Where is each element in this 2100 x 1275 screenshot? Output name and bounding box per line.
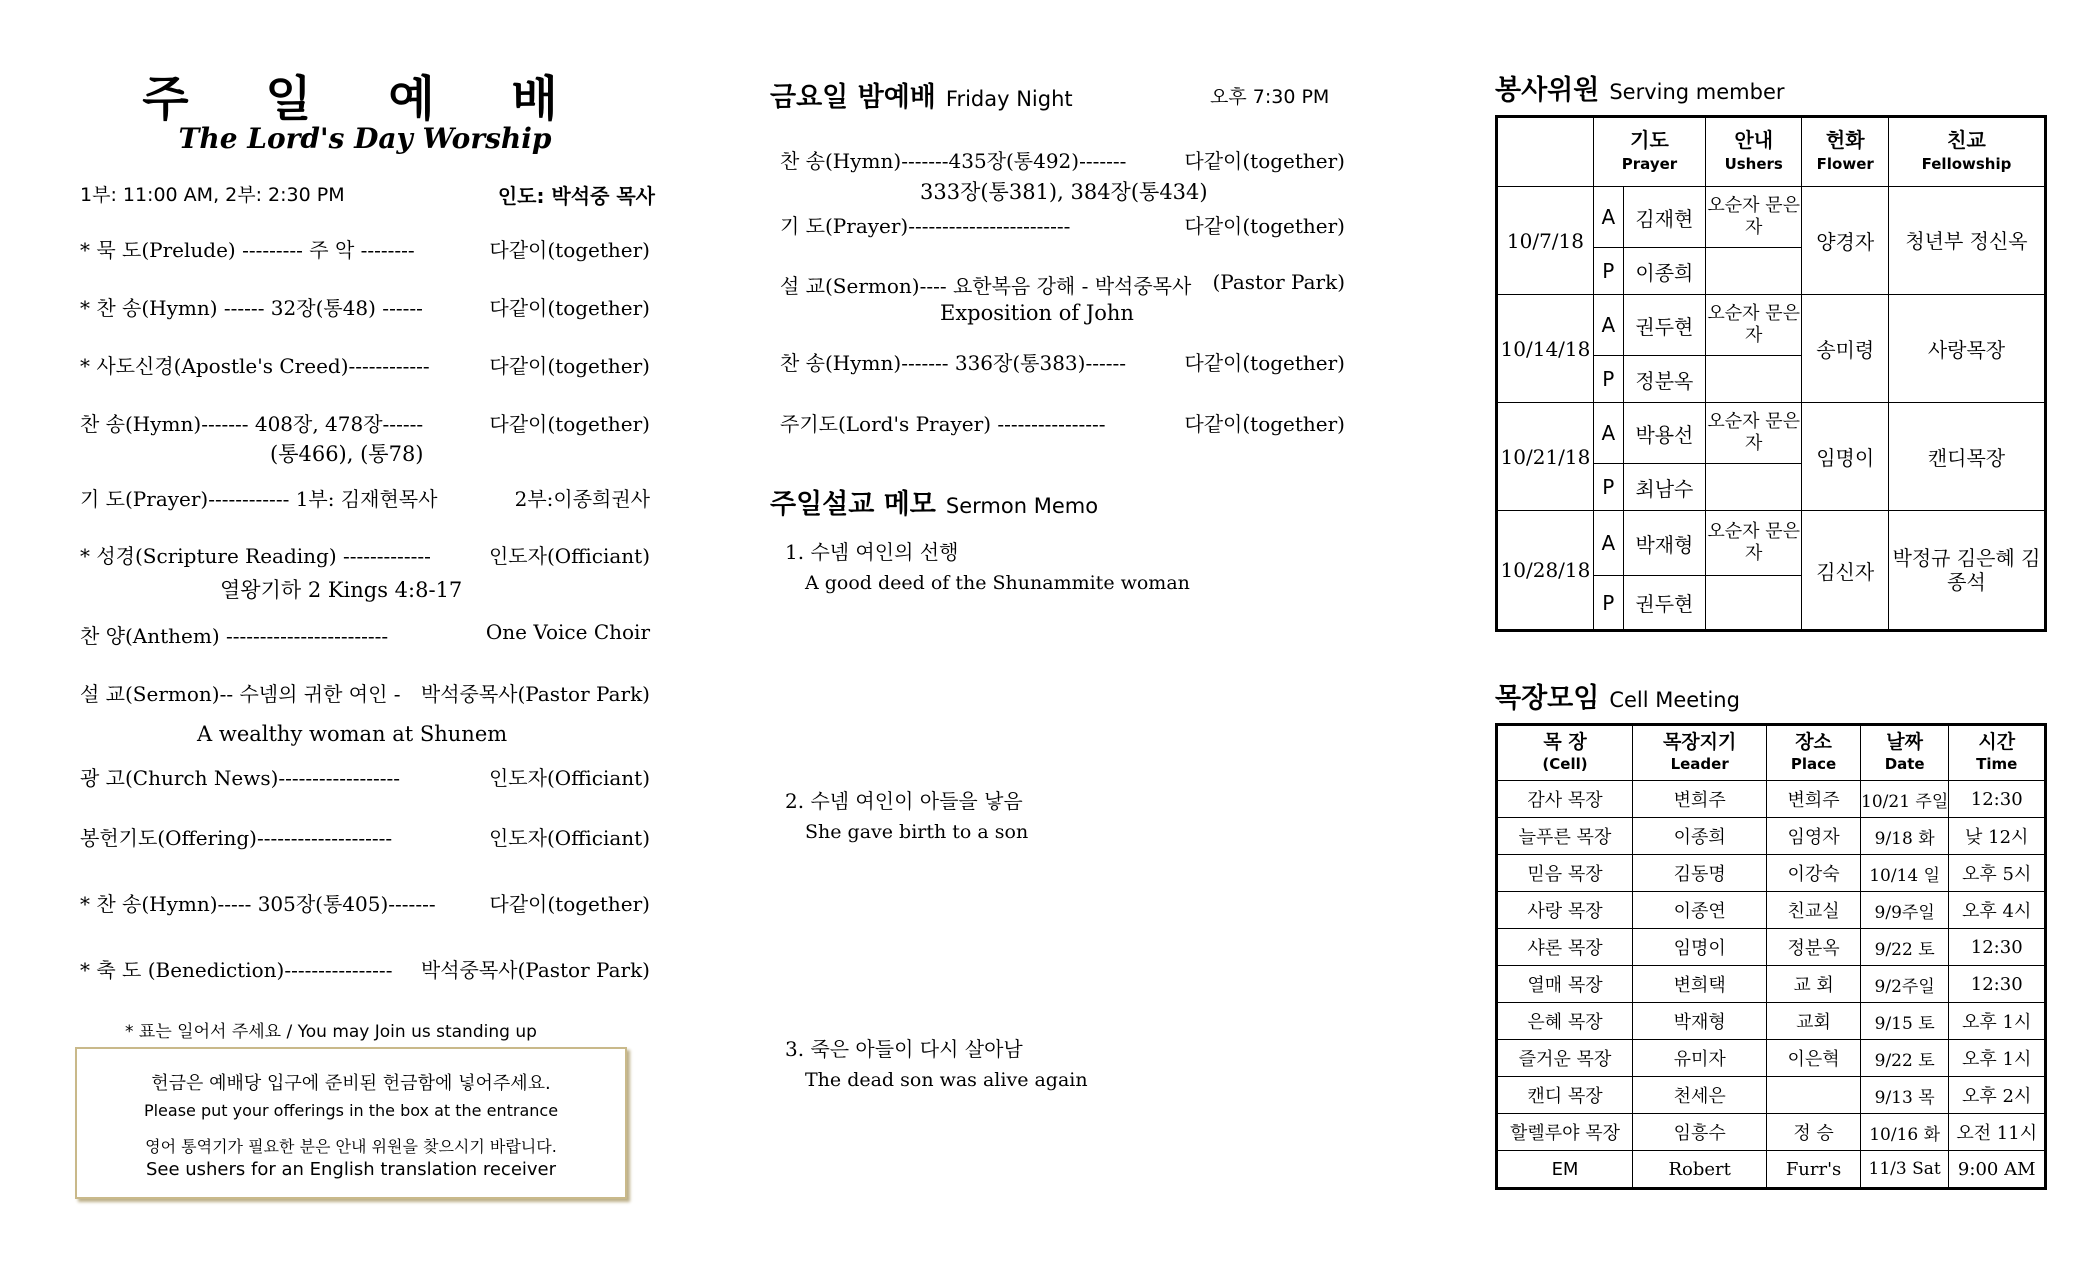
cell-leader: 박재형 [1633, 1003, 1767, 1040]
serving-a-label: A [1593, 511, 1623, 576]
serving-flower: 임명이 [1802, 403, 1889, 511]
serving-header-flower: 헌화 Flower [1802, 117, 1889, 187]
serving-ushers: 오순자 문은자 [1706, 295, 1802, 356]
cell-date: 9/13 목 [1860, 1077, 1949, 1114]
serving-row [1497, 511, 2046, 576]
cell-time: 낮 12시 [1949, 818, 2046, 855]
cell-place: 이은혁 [1767, 1040, 1861, 1077]
cell-time: 9:00 AM [1949, 1151, 2046, 1189]
cell-place: Furr's [1767, 1151, 1861, 1189]
serving-fellowship: 캔디목장 [1888, 403, 2045, 511]
table-row [1497, 929, 2046, 966]
serving-header-prayer: 기도 Prayer [1593, 117, 1705, 187]
serving-prayer-p: 이종희 [1623, 248, 1705, 295]
cell-place: 정분옥 [1767, 929, 1861, 966]
translation-line-en: See ushers for an English translation receiver [145, 1159, 557, 1180]
serving-date: 10/21/18 [1497, 403, 1594, 511]
cell-name: EM [1497, 1151, 1633, 1189]
cell-leader: 임명이 [1633, 929, 1767, 966]
friday-time: 오후 7:30 PM [1210, 86, 1330, 108]
serving-p-label: P [1593, 356, 1623, 403]
order-item-hymn-2-sub: (통466), (통78) [270, 442, 424, 466]
serving-a-label: A [1593, 295, 1623, 356]
serving-header-fellowship: 친교 Fellowship [1888, 117, 2045, 187]
cell-place: 임영자 [1767, 818, 1861, 855]
cell-place: 교회 [1767, 1003, 1861, 1040]
cell-leader: 변희주 [1633, 781, 1767, 818]
cell-header-place: 장소 Place [1767, 725, 1861, 781]
serving-ushers: 오순자 문은자 [1706, 187, 1802, 248]
table-row [1497, 818, 2046, 855]
serving-date: 10/14/18 [1497, 295, 1594, 403]
serving-header-date [1497, 117, 1594, 187]
serving-ushers: 오순자 문은자 [1706, 511, 1802, 576]
serving-prayer-a: 권두현 [1623, 295, 1705, 356]
cell-name: 할렐루야 목장 [1497, 1114, 1633, 1151]
cell-date: 9/2주일 [1860, 966, 1949, 1003]
cell-time: 12:30 [1949, 781, 2046, 818]
serving-fellowship: 사랑목장 [1888, 295, 2045, 403]
cell-time: 오후 5시 [1949, 855, 2046, 892]
cell-date: 9/15 토 [1860, 1003, 1949, 1040]
friday-heading: 금요일 밤예배 Friday Night [770, 82, 1073, 113]
cell-header-row [1497, 725, 2046, 781]
cell-time: 오전 11시 [1949, 1114, 2046, 1151]
cell-time: 12:30 [1949, 966, 2046, 1003]
cell-name: 샤론 목장 [1497, 929, 1633, 966]
serving-date: 10/7/18 [1497, 187, 1594, 295]
serving-row [1497, 295, 2046, 356]
cell-time: 오후 4시 [1949, 892, 2046, 929]
scripture-reference: 열왕기하 2 Kings 4:8-17 [220, 578, 463, 602]
table-row [1497, 1114, 2046, 1151]
serving-p-label: P [1593, 576, 1623, 631]
serving-a-label: A [1593, 403, 1623, 464]
cell-place [1767, 1077, 1861, 1114]
cell-date: 10/21 주일 [1860, 781, 1949, 818]
serving-header-row [1497, 117, 2046, 187]
standing-notice: * 표는 일어서 주세요 / You may Join us standing up [125, 1022, 537, 1042]
serving-p-label: P [1593, 464, 1623, 511]
worship-title: 주 일 예 배 [142, 71, 588, 127]
table-row [1497, 781, 2046, 818]
worship-title-english: The Lord's Day Worship [178, 122, 552, 155]
worship-leader: 인도: 박석중 목사 [497, 184, 655, 208]
serving-flower: 양경자 [1802, 187, 1889, 295]
serving-prayer-a: 박용선 [1623, 403, 1705, 464]
cell-name: 즐거운 목장 [1497, 1040, 1633, 1077]
cell-header-cell: 목 장 (Cell) [1497, 725, 1633, 781]
cell-place: 정 승 [1767, 1114, 1861, 1151]
table-row [1497, 1151, 2046, 1189]
cell-heading: 목장모임 Cell Meeting [1495, 683, 1740, 714]
cell-leader: 임흥수 [1633, 1114, 1767, 1151]
cell-date: 10/14 일 [1860, 855, 1949, 892]
cell-date: 9/22 토 [1860, 1040, 1949, 1077]
cell-name: 늘푸른 목장 [1497, 818, 1633, 855]
table-row [1497, 892, 2046, 929]
cell-name: 캔디 목장 [1497, 1077, 1633, 1114]
serving-p-label: P [1593, 248, 1623, 295]
cell-time: 오후 1시 [1949, 1040, 2046, 1077]
cell-leader: 이종희 [1633, 818, 1767, 855]
offering-line-ko: 헌금은 예배당 입구에 준비된 헌금함에 넣어주세요. [151, 1073, 551, 1094]
memo-point-2: 2. 수넴 여인이 아들을 낳음 [785, 789, 1023, 813]
cell-leader: 이종연 [1633, 892, 1767, 929]
serving-flower: 송미령 [1802, 295, 1889, 403]
serving-prayer-p: 권두현 [1623, 576, 1705, 631]
table-row [1497, 1040, 2046, 1077]
cell-place: 이강숙 [1767, 855, 1861, 892]
serving-ushers-empty [1706, 576, 1802, 631]
cell-leader: Robert [1633, 1151, 1767, 1189]
cell-date: 9/18 화 [1860, 818, 1949, 855]
serving-prayer-p: 정분옥 [1623, 356, 1705, 403]
serving-fellowship: 박정규 김은혜 김종석 [1888, 511, 2045, 631]
table-row [1497, 966, 2046, 1003]
serving-heading: 봉사위원 Serving member [1495, 75, 1785, 106]
offering-line-en: Please put your offerings in the box at the entrance [143, 1101, 559, 1120]
table-row [1497, 1077, 2046, 1114]
serving-prayer-a: 박재형 [1623, 511, 1705, 576]
cell-time: 12:30 [1949, 929, 2046, 966]
serving-table [1495, 115, 2047, 632]
friday-sermon-sub: Exposition of John [940, 301, 1134, 325]
cell-leader: 김동명 [1633, 855, 1767, 892]
serving-prayer-p: 최남수 [1623, 464, 1705, 511]
sermon-subtitle: A wealthy woman at Shunem [197, 722, 508, 746]
cell-header-date: 날짜 Date [1860, 725, 1949, 781]
cell-date: 10/16 화 [1860, 1114, 1949, 1151]
serving-fellowship: 청년부 정신옥 [1888, 187, 2045, 295]
cell-table [1495, 723, 2047, 1190]
cell-name: 열매 목장 [1497, 966, 1633, 1003]
serving-a-label: A [1593, 187, 1623, 248]
memo-point-3: 3. 죽은 아들이 다시 살아남 [785, 1037, 1023, 1061]
cell-leader: 변희택 [1633, 966, 1767, 1003]
memo-heading: 주일설교 메모 Sermon Memo [770, 489, 1099, 520]
serving-ushers-empty [1706, 464, 1802, 511]
cell-header-time: 시간 Time [1949, 725, 2046, 781]
translation-line-ko: 영어 통역기가 필요한 분은 안내 위원을 찾으시기 바랍니다. [145, 1137, 557, 1156]
memo-point-1: 1. 수넴 여인의 선행 [785, 540, 959, 564]
serving-flower: 김신자 [1802, 511, 1889, 631]
memo-point-1-en: A good deed of the Shunammite woman [805, 572, 1190, 594]
cell-table-body [1497, 781, 2046, 1189]
cell-leader: 천세은 [1633, 1077, 1767, 1114]
cell-time: 오후 2시 [1949, 1077, 2046, 1114]
cell-header-leader: 목장지기 Leader [1633, 725, 1767, 781]
cell-name: 감사 목장 [1497, 781, 1633, 818]
cell-leader: 유미자 [1633, 1040, 1767, 1077]
memo-point-3-en: The dead son was alive again [805, 1069, 1088, 1091]
serving-ushers: 오순자 문은자 [1706, 403, 1802, 464]
cell-name: 은혜 목장 [1497, 1003, 1633, 1040]
cell-date: 9/22 토 [1860, 929, 1949, 966]
friday-hymn-sub: 333장(통381), 384장(통434) [920, 180, 1208, 204]
serving-header-ushers: 안내 Ushers [1706, 117, 1802, 187]
cell-place: 변희주 [1767, 781, 1861, 818]
service-times: 1부: 11:00 AM, 2부: 2:30 PM [80, 184, 345, 206]
cell-name: 믿음 목장 [1497, 855, 1633, 892]
table-row [1497, 855, 2046, 892]
cell-place: 친교실 [1767, 892, 1861, 929]
offering-notice-box [75, 1047, 627, 1199]
memo-point-2-en: She gave birth to a son [805, 821, 1029, 843]
table-row [1497, 1003, 2046, 1040]
serving-ushers-empty [1706, 248, 1802, 295]
cell-time: 오후 1시 [1949, 1003, 2046, 1040]
cell-date: 9/9주일 [1860, 892, 1949, 929]
cell-name: 사랑 목장 [1497, 892, 1633, 929]
cell-date: 11/3 Sat [1860, 1151, 1949, 1189]
serving-ushers-empty [1706, 356, 1802, 403]
serving-date: 10/28/18 [1497, 511, 1594, 631]
serving-prayer-a: 김재현 [1623, 187, 1705, 248]
serving-row [1497, 187, 2046, 248]
cell-place: 교 회 [1767, 966, 1861, 1003]
serving-row [1497, 403, 2046, 464]
